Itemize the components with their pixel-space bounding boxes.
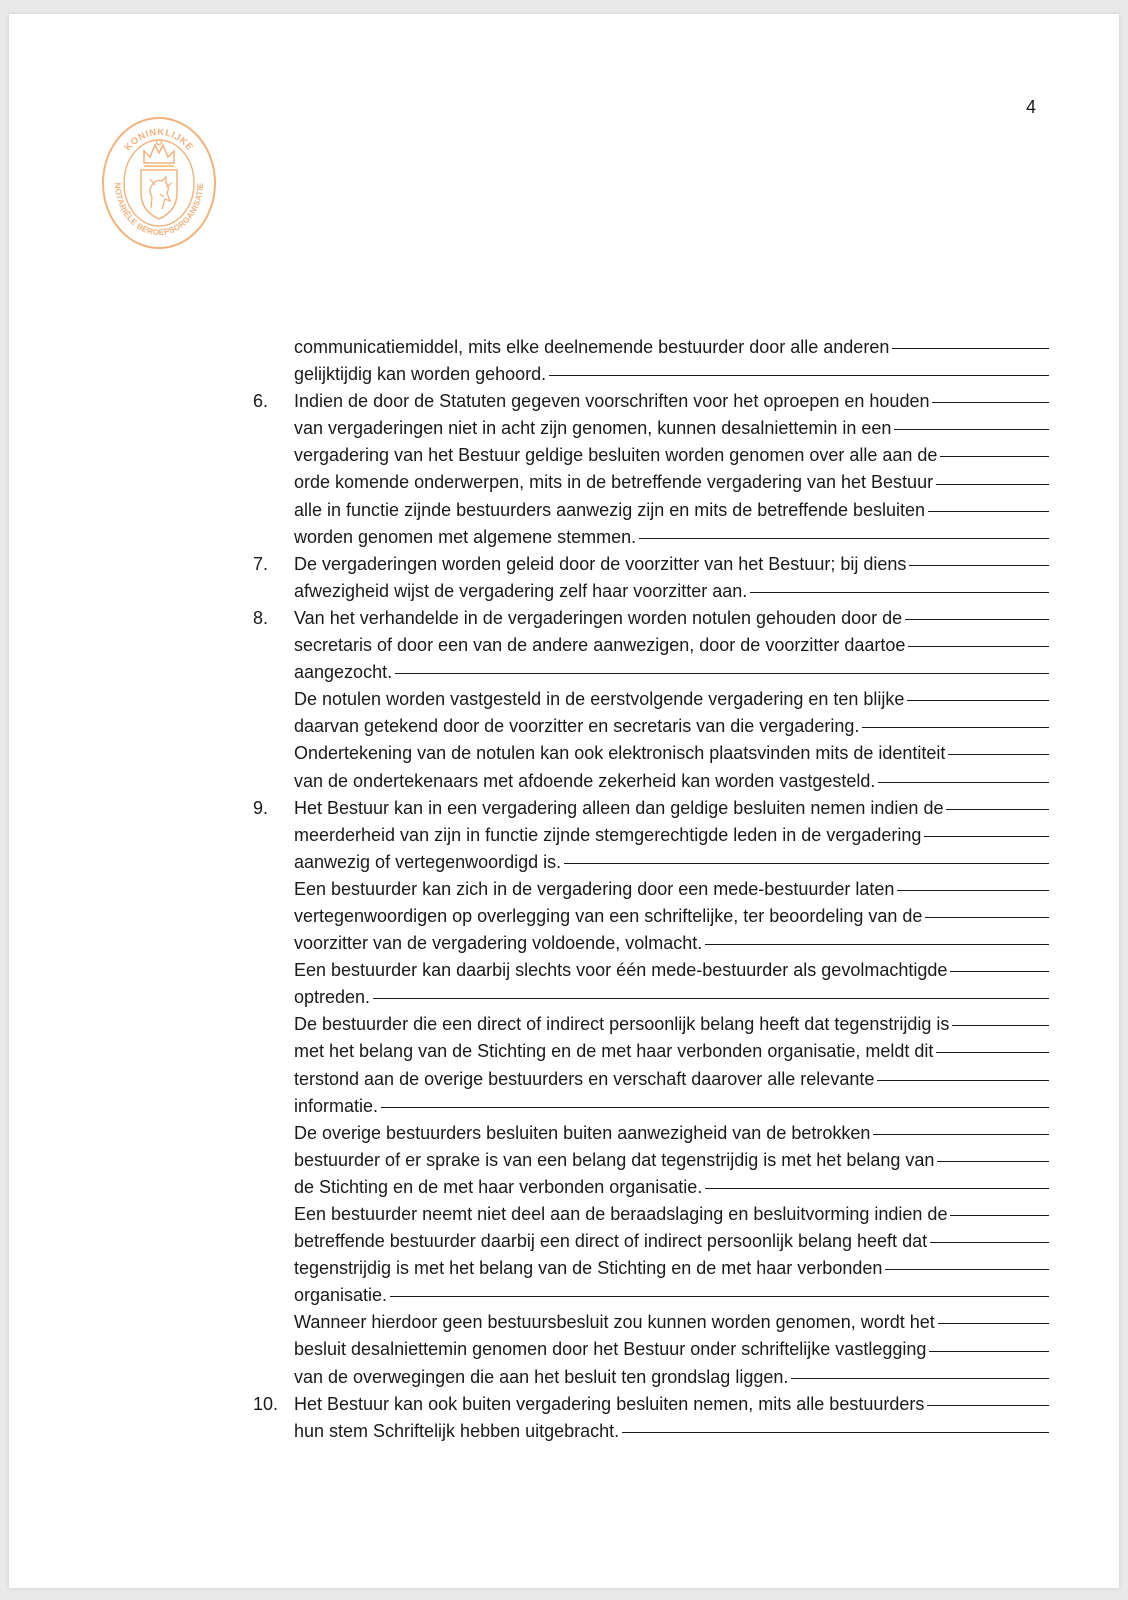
fill-line	[909, 565, 1049, 566]
article-line	[253, 768, 1049, 795]
fill-line	[381, 1107, 1049, 1108]
article-line	[253, 1174, 1049, 1201]
article-text-line	[294, 1066, 1049, 1093]
article-text: de Stichting en de met haar verbonden organisatie.	[294, 1176, 703, 1197]
article-line	[253, 1282, 1049, 1309]
article-text-line	[294, 1120, 1049, 1147]
article-number	[253, 984, 294, 1011]
fill-line	[622, 1432, 1049, 1433]
article-text-line	[294, 876, 1049, 903]
article-text-line	[294, 930, 1049, 957]
article-text-line	[294, 1418, 1049, 1445]
article-text: voorzitter van de vergadering voldoende, volmacht.	[294, 933, 703, 954]
article-line	[253, 849, 1049, 876]
fill-line	[927, 1405, 1049, 1406]
article-text: vergadering van het Bestuur geldige besluiten worden genomen over alle aan de	[294, 445, 938, 466]
article-text-line	[294, 334, 1049, 361]
article-text: informatie.	[294, 1095, 379, 1116]
article-line-numbered	[253, 605, 1049, 632]
article-number	[253, 524, 294, 551]
article-text-line	[294, 795, 1049, 822]
article-text-line	[294, 632, 1049, 659]
article-text-line	[294, 768, 1049, 795]
article-text: afwezigheid wijst de vergadering zelf haar voorzitter aan.	[294, 580, 748, 601]
document-page	[9, 14, 1119, 1588]
article-text-line	[294, 415, 1049, 442]
article-text: betreffende bestuurder daarbij een direct of indirect persoonlijk belang heeft dat	[294, 1231, 928, 1252]
article-text: aanwezig of vertegenwoordigd is.	[294, 851, 562, 872]
article-number: 10.	[253, 1393, 279, 1414]
article-line	[253, 442, 1049, 469]
article-text-line	[294, 903, 1049, 930]
article-line	[253, 1201, 1049, 1228]
article-text: De overige bestuurders besluiten buiten aanwezigheid van de betrokken	[294, 1122, 871, 1143]
document-body	[253, 334, 1049, 1445]
fill-line	[390, 1296, 1049, 1297]
fill-line	[639, 538, 1049, 539]
article-text: aangezocht.	[294, 662, 393, 683]
article-number	[253, 686, 294, 713]
article-number	[253, 1038, 294, 1065]
article-text-line	[294, 1201, 1049, 1228]
article-text-line	[294, 659, 1049, 686]
article-text-line	[294, 1011, 1049, 1038]
fill-line	[885, 1269, 1049, 1270]
fill-line	[705, 1188, 1049, 1189]
fill-line	[930, 1242, 1049, 1243]
article-text: vertegenwoordigen op overlegging van een schriftelijke, ter beoordeling van de	[294, 905, 923, 926]
article-number	[253, 1120, 294, 1147]
fill-line	[373, 998, 1049, 999]
article-number	[253, 957, 294, 984]
article-text: Van het verhandelde in de vergaderingen worden notulen gehouden door de	[294, 607, 903, 628]
fill-line	[791, 1378, 1049, 1379]
article-line	[253, 876, 1049, 903]
article-text-line	[294, 388, 1049, 415]
article-text-line	[294, 551, 1049, 578]
article-text: Het Bestuur kan ook buiten vergadering besluiten nemen, mits alle bestuurders	[294, 1393, 925, 1414]
koninklijke-notariele-beroepsorganisatie-seal	[100, 115, 218, 251]
article-text: meerderheid van zijn in functie zijnde stemgerechtigde leden in de vergadering	[294, 824, 922, 845]
fill-line	[878, 782, 1049, 783]
article-line	[253, 1038, 1049, 1065]
article-text-line	[294, 686, 1049, 713]
article-text: Indien de door de Statuten gegeven voorschriften voor het oproepen en houden	[294, 391, 930, 412]
article-number	[253, 469, 294, 496]
article-number	[253, 578, 294, 605]
article-line-numbered	[253, 388, 1049, 415]
article-line	[253, 1011, 1049, 1038]
fill-line	[705, 944, 1049, 945]
article-number	[253, 632, 294, 659]
article-line	[253, 524, 1049, 551]
article-line	[253, 1093, 1049, 1120]
fill-line	[908, 646, 1049, 647]
article-number	[253, 740, 294, 767]
article-text: gelijktijdig kan worden gehoord.	[294, 364, 547, 385]
article-text: van vergaderingen niet in acht zijn genomen, kunnen desalniettemin in een	[294, 418, 892, 439]
fill-line	[897, 890, 1049, 891]
article-text: Een bestuurder neemt niet deel aan de beraadslaging en besluitvorming indien de	[294, 1204, 948, 1224]
article-text: van de ondertekenaars met afdoende zekerheid kan worden vastgesteld.	[294, 770, 876, 791]
seal-text-bottom: NOTARIËLE BEROEPSORGANISATIE	[112, 182, 206, 238]
fill-line	[936, 484, 1049, 485]
seal-text-top: KONINKLIJKE	[122, 126, 196, 154]
article-text: optreden.	[294, 987, 371, 1008]
article-line	[253, 497, 1049, 524]
fill-line	[948, 754, 1049, 755]
article-text: Een bestuurder kan daarbij slechts voor één mede-bestuurder als gevolmachtigde	[294, 960, 948, 981]
article-line	[253, 1228, 1049, 1255]
article-line	[253, 578, 1049, 605]
article-number	[253, 1174, 294, 1201]
article-number	[253, 1309, 294, 1336]
article-text-line	[294, 469, 1049, 496]
article-text: alle in functie zijnde bestuurders aanwezig zijn en mits de betreffende besluiten	[294, 499, 926, 520]
article-text: De bestuurder die een direct of indirect persoonlijk belang heeft dat tegenstrijdig is	[294, 1014, 950, 1035]
article-text: hun stem Schriftelijk hebben uitgebracht.	[294, 1420, 620, 1441]
article-line	[253, 415, 1049, 442]
fill-line	[932, 402, 1049, 403]
article-line	[253, 957, 1049, 984]
article-line	[253, 361, 1049, 388]
article-line	[253, 334, 1049, 361]
article-line-numbered	[253, 551, 1049, 578]
fill-line	[950, 1215, 1049, 1216]
article-text-line	[294, 1228, 1049, 1255]
article-line-numbered	[253, 1391, 1049, 1418]
article-text: Ondertekening van de notulen kan ook elektronisch plaatsvinden mits de identiteit	[294, 743, 946, 764]
article-number	[253, 1011, 294, 1038]
article-number	[253, 849, 294, 876]
article-text-line	[294, 1147, 1049, 1174]
article-text-line	[294, 1255, 1049, 1282]
fill-line	[929, 1351, 1049, 1352]
article-number	[253, 1147, 294, 1174]
article-text-line	[294, 497, 1049, 524]
fill-line	[564, 863, 1049, 864]
fill-line	[952, 1025, 1049, 1026]
article-line	[253, 1066, 1049, 1093]
fill-line	[892, 348, 1049, 349]
article-text-line	[294, 740, 1049, 767]
article-line	[253, 1120, 1049, 1147]
article-text-line	[294, 957, 1049, 984]
article-number	[253, 415, 294, 442]
fill-line	[924, 836, 1049, 837]
fill-line	[928, 511, 1049, 512]
article-number	[253, 876, 294, 903]
article-text: besluit desalniettemin genomen door het Bestuur onder schriftelijke vastlegging	[294, 1339, 927, 1360]
article-text-line	[294, 524, 1049, 551]
article-text: orde komende onderwerpen, mits in de betreffende vergadering van het Bestuur	[294, 472, 934, 493]
article-text-line	[294, 1038, 1049, 1065]
fill-line	[750, 592, 1049, 593]
article-number	[253, 334, 294, 361]
article-text: Het Bestuur kan in een vergadering alleen dan geldige besluiten nemen indien de	[294, 797, 944, 818]
page-number: 4	[1026, 97, 1037, 117]
fill-line	[946, 809, 1049, 810]
article-text: De notulen worden vastgesteld in de eerstvolgende vergadering en ten blijke	[294, 689, 905, 710]
fill-line	[936, 1052, 1049, 1053]
article-line	[253, 1309, 1049, 1336]
article-line	[253, 1364, 1049, 1391]
article-line	[253, 1147, 1049, 1174]
fill-line	[940, 456, 1049, 457]
article-text-line	[294, 1364, 1049, 1391]
article-line	[253, 659, 1049, 686]
article-line	[253, 713, 1049, 740]
article-line	[253, 632, 1049, 659]
article-text-line	[294, 1309, 1049, 1336]
article-number	[253, 1364, 294, 1391]
article-text-line	[294, 1282, 1049, 1309]
article-text-line	[294, 1093, 1049, 1120]
article-text: communicatiemiddel, mits elke deelnemende bestuurder door alle anderen	[294, 337, 890, 357]
article-line	[253, 822, 1049, 849]
article-text: bestuurder of er sprake is van een belang dat tegenstrijdig is met het belang van	[294, 1149, 935, 1170]
article-number	[253, 659, 294, 686]
article-number	[253, 442, 294, 469]
fill-line	[894, 429, 1049, 430]
article-text: daarvan getekend door de voorzitter en secretaris van die vergadering.	[294, 716, 860, 737]
fill-line	[938, 1323, 1049, 1324]
article-number	[253, 1066, 294, 1093]
fill-line	[862, 727, 1049, 728]
fill-line	[925, 917, 1049, 918]
article-line	[253, 984, 1049, 1011]
article-text-line	[294, 1391, 1049, 1418]
article-number	[253, 1255, 294, 1282]
article-text-line	[294, 578, 1049, 605]
article-number	[253, 903, 294, 930]
fill-line	[873, 1134, 1049, 1135]
article-text: secretaris of door een van de andere aanwezigen, door de voorzitter daartoe	[294, 635, 906, 656]
article-line	[253, 903, 1049, 930]
article-number	[253, 822, 294, 849]
article-text: worden genomen met algemene stemmen.	[294, 526, 637, 547]
article-text-line	[294, 361, 1049, 388]
article-text: Wanneer hierdoor geen bestuursbesluit zou kunnen worden genomen, wordt het	[294, 1312, 935, 1333]
fill-line	[905, 619, 1049, 620]
article-number: 6.	[253, 391, 269, 412]
article-text: De vergaderingen worden geleid door de voorzitter van het Bestuur; bij diens	[294, 553, 907, 574]
article-number: 8.	[253, 607, 269, 628]
article-number: 9.	[253, 797, 269, 818]
article-number	[253, 1282, 294, 1309]
article-text: van de overwegingen die aan het besluit ten grondslag liggen.	[294, 1366, 789, 1387]
article-number	[253, 497, 294, 524]
article-text: Een bestuurder kan zich in de vergadering door een mede-bestuurder laten	[294, 878, 895, 899]
article-line	[253, 686, 1049, 713]
article-text-line	[294, 605, 1049, 632]
article-number	[253, 768, 294, 795]
article-line	[253, 1336, 1049, 1363]
article-text-line	[294, 713, 1049, 740]
fill-line	[549, 375, 1049, 376]
fill-line	[395, 673, 1049, 674]
article-line	[253, 930, 1049, 957]
article-line	[253, 740, 1049, 767]
article-number	[253, 1201, 294, 1228]
fill-line	[950, 971, 1049, 972]
article-text-line	[294, 849, 1049, 876]
svg-text:NOTARIËLE BEROEPSORGANISATIE	[113, 182, 205, 237]
article-text-line	[294, 822, 1049, 849]
article-number	[253, 361, 294, 388]
article-text-line	[294, 442, 1049, 469]
article-number	[253, 1228, 294, 1255]
fill-line	[937, 1161, 1049, 1162]
article-line	[253, 469, 1049, 496]
article-text-line	[294, 1336, 1049, 1363]
fill-line	[907, 700, 1049, 701]
article-line-numbered	[253, 795, 1049, 822]
fill-line	[877, 1080, 1049, 1081]
article-number	[253, 1093, 294, 1120]
article-number	[253, 930, 294, 957]
article-number	[253, 713, 294, 740]
article-number	[253, 1418, 294, 1445]
article-text-line	[294, 984, 1049, 1011]
article-number	[253, 1336, 294, 1363]
article-number: 7.	[253, 553, 269, 574]
article-text: terstond aan de overige bestuurders en verschaft daarover alle relevante	[294, 1068, 875, 1089]
article-text: met het belang van de Stichting en de met haar verbonden organisatie, meldt dit	[294, 1041, 934, 1062]
article-text: tegenstrijdig is met het belang van de Stichting en de met haar verbonden	[294, 1258, 883, 1279]
article-line	[253, 1255, 1049, 1282]
article-text: organisatie.	[294, 1285, 388, 1306]
article-text-line	[294, 1174, 1049, 1201]
article-line	[253, 1418, 1049, 1445]
